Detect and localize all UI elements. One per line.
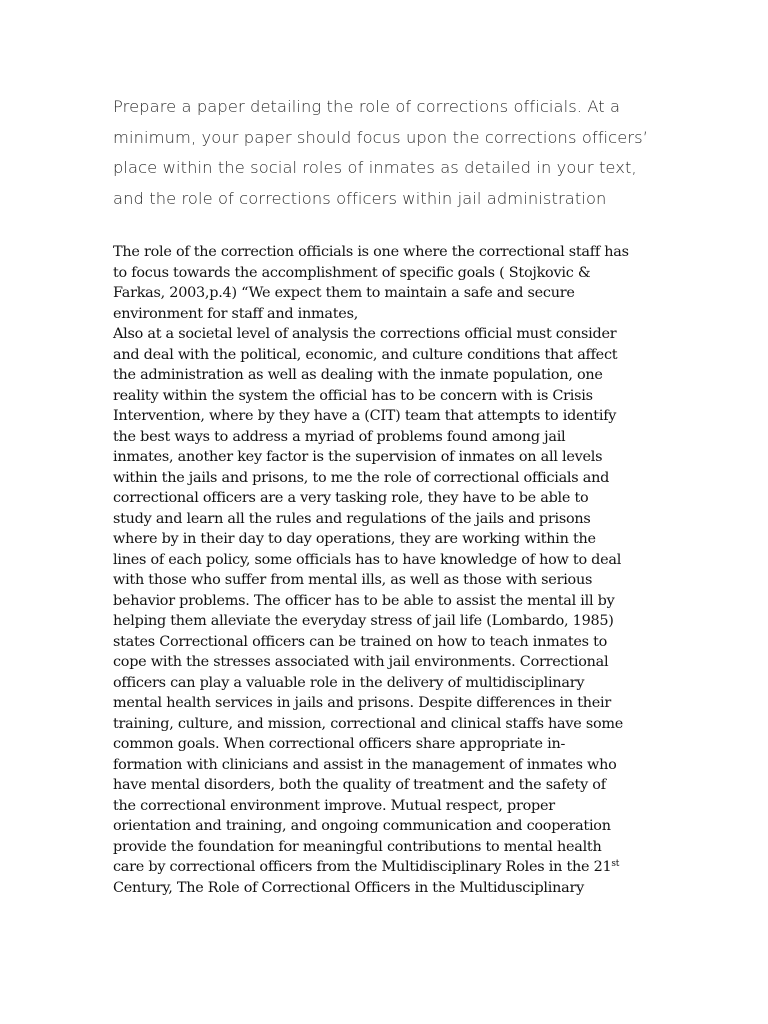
essay-line: The role of the correction officials is one where the correctional staff has <box>113 244 629 260</box>
prompt-line: and the role of corrections officers within jail administration <box>113 189 607 209</box>
essay-line: formation with clinicians and assist in the management of inmates who <box>113 756 617 773</box>
essay-line: Intervention, where by they have a (CIT) team that attempts to identify <box>113 408 617 424</box>
essay-line: cope with the stresses associated with jail environments. Correctional <box>113 654 609 670</box>
essay-line: within the jails and prisons, to me the role of correctional officials and <box>113 469 610 486</box>
essay-line: to focus towards the accomplishment of specific goals ( Stojkovic & <box>113 264 591 281</box>
essay-line: reality within the system the official has to be concern with is Crisis <box>113 387 593 404</box>
essay-line: where by in their day to day operations, they are working within the <box>113 531 596 547</box>
essay-line: inmates, another key factor is the supervision of inmates on all levels <box>113 449 603 465</box>
assignment-prompt <box>113 92 673 215</box>
essay-line: lines of each policy, some officials has to have knowledge of how to deal <box>113 551 622 568</box>
essay-line: the correctional environment improve. Mutual respect, proper <box>113 797 555 814</box>
essay-line: Farkas, 2003,p.4) “We expect them to maintain a safe and secure <box>113 285 575 301</box>
essay-line: the administration as well as dealing with the inmate population, one <box>113 367 603 383</box>
prompt-line: place within the social roles of inmates as detailed in your text, <box>113 158 637 178</box>
essay-line-with-superscript <box>113 857 673 878</box>
essay-line: environment for staff and inmates, <box>113 305 359 322</box>
essay-line: the best ways to address a myriad of problems found among jail <box>113 428 566 445</box>
essay-line: study and learn all the rules and regulations of the jails and prisons <box>113 510 591 527</box>
essay-line: Also at a societal level of analysis the corrections official must consider <box>113 326 617 342</box>
essay-line-text: care by correctional officers from the Multidisciplinary Roles in the 21 <box>113 859 612 875</box>
essay-line: behavior problems. The officer has to be able to assist the mental ill by <box>113 592 615 609</box>
essay-body <box>113 242 673 898</box>
essay-line: mental health services in jails and prisons. Despite differences in their <box>113 695 611 711</box>
prompt-line: Prepare a paper detailing the role of corrections officials. At a <box>113 97 621 116</box>
essay-line: helping them alleviate the everyday stress of jail life (Lombardo, 1985) <box>113 613 614 629</box>
essay-line: have mental disorders, both the quality of treatment and the safety of <box>113 777 606 793</box>
essay-line: Century, The Role of Correctional Officers in the Multidusciplinary <box>113 879 584 896</box>
prompt-line: minimum, your paper should focus upon the corrections officers’ <box>113 127 648 147</box>
essay-line: provide the foundation for meaningful contributions to mental health <box>113 838 602 855</box>
essay-line: with those who suffer from mental ills, as well as those with serious <box>113 572 593 588</box>
essay-line: common goals. When correctional officers share appropriate in- <box>113 736 566 752</box>
essay-line: and deal with the political, economic, and culture conditions that affect <box>113 346 618 363</box>
essay-line: training, culture, and mission, correctional and clinical staffs have some <box>113 715 624 732</box>
essay-line: officers can play a valuable role in the delivery of multidisciplinary <box>113 674 585 691</box>
essay-line: states Correctional officers can be trained on how to teach inmates to <box>113 633 608 650</box>
essay-line: correctional officers are a very tasking role, they have to be able to <box>113 490 589 506</box>
ordinal-superscript: st <box>611 859 620 869</box>
essay-line: orientation and training, and ongoing communication and cooperation <box>113 818 611 834</box>
